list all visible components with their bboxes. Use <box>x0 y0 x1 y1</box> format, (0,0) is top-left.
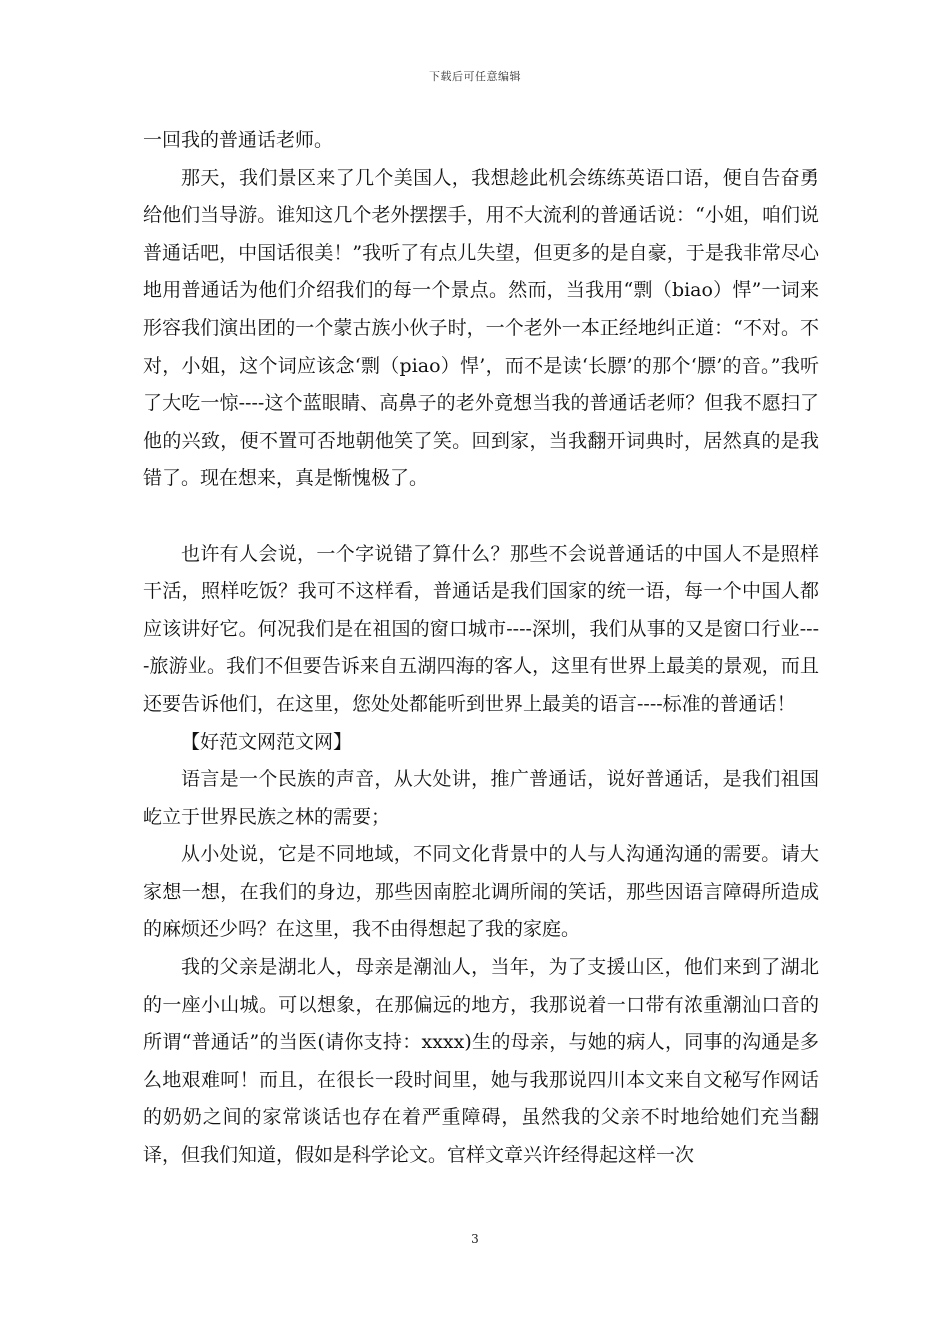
paragraph: 我的父亲是湖北人，母亲是潮汕人，当年，为了支援山区，他们来到了湖北的一座小山城。可以想象，在那偏远的地方，我那说着一口带有浓重潮汕口音的所谓“普通话”的当医(请你支持：xxxx)生的母亲，与她的病人，同事的沟通是多么地艰难呵！而且，在很长一段时间里，她与我那说四川本文来自文秘写作网话的奶奶之间的家常谈话也存在着严重障碍，虽然我的父亲不时地给她们充当翻译，但我们知道，假如是科学论文。官样文章兴许经得起这样一次 <box>143 956 819 1167</box>
section-heading: 【好范文网范文网】 <box>181 730 353 753</box>
page-number: 3 <box>471 1232 479 1246</box>
page-header: 下载后可任意编辑 <box>429 70 521 83</box>
paragraph: 从小处说，它是不同地域，不同文化背景中的人与人沟通沟通的需要。请大家想一想，在我们的身边，那些因南腔北调所闹的笑话，那些因语言障碍所造成的麻烦还少吗？在这里，我不由得想起了我的家庭。 <box>143 843 819 941</box>
paragraph: 一回我的普通话老师。 <box>143 129 334 151</box>
document-body <box>143 122 819 1175</box>
paragraph: 那天，我们景区来了几个美国人，我想趁此机会练练英语口语，便自告奋勇给他们当导游。谁知这几个老外摆摆手，用不大流利的普通话说：“小姐，咱们说普通话吧，中国话很美！”我听了有点儿失望，但更多的是自豪，于是我非常尽心地用普通话为他们介绍我们的每一个景点。然而，当我用“剽（biao）悍”一词来形容我们演出团的一个蒙古族小伙子时，一个老外一本正经地纠正道：“不对。不对，小姐，这个词应该念‘剽（piao）悍’，而不是读‘长膘’的那个‘膘’的音。”我听了大吃一惊----这个蓝眼睛、高鼻子的老外竟想当我的普通话老师？但我不愿扫了他的兴致，便不置可否地朝他笑了笑。回到家，当我翻开词典时，居然真的是我错了。现在想来，真是惭愧极了。 <box>143 166 819 490</box>
paragraph: 也许有人会说，一个字说错了算什么？那些不会说普通话的中国人不是照样干活，照样吃饭？我可不这样看，普通话是我们国家的统一语，每一个中国人都应该讲好它。何况我们是在祖国的窗口城市----深圳，我们从事的又是窗口行业----旅游业。我们不但要告诉来自五湖四海的客人，这里有世界上最美的景观，而且还要告诉他们，在这里，您处处都能听到世界上最美的语言----标准的普通话！ <box>143 542 819 715</box>
paragraph: 语言是一个民族的声音，从大处讲，推广普通话，说好普通话，是我们祖国屹立于世界民族之林的需要； <box>143 768 819 828</box>
